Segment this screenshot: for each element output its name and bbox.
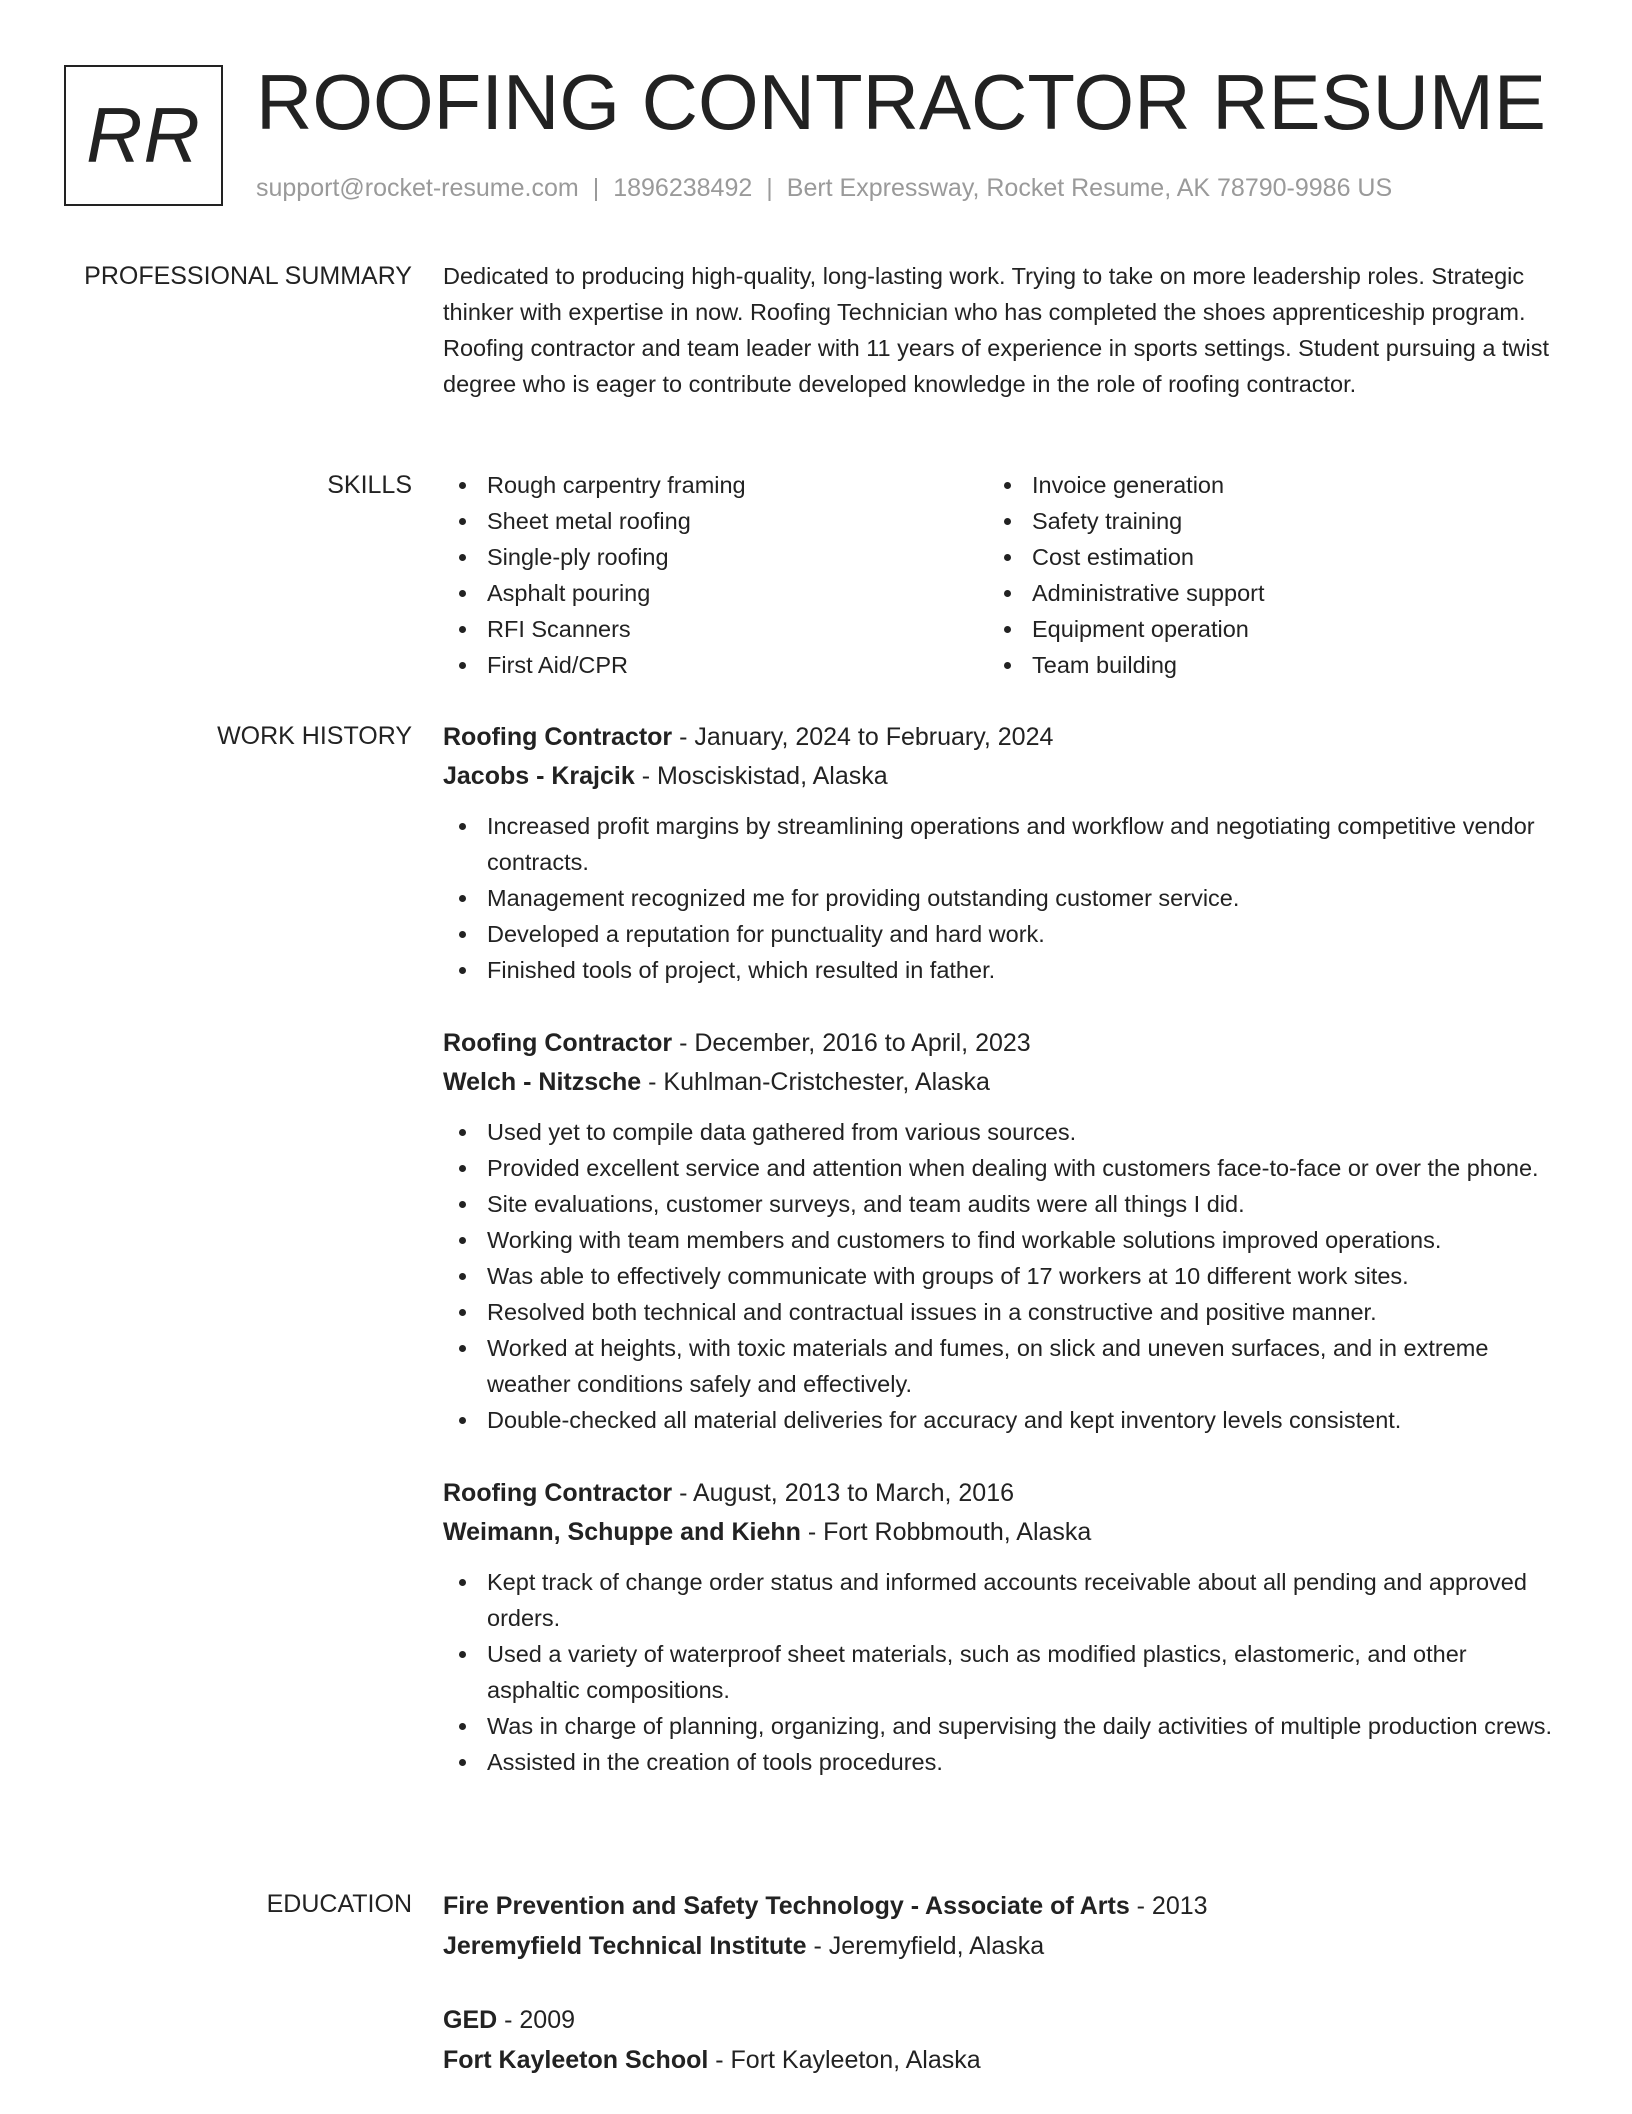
job-company-line: [443, 1512, 1553, 1552]
skills-list-right: [988, 467, 1533, 683]
job-company: Welch - Nitzsche: [443, 1068, 642, 1096]
job-bullet: Working with team members and customers to find workable solutions improved operations.: [443, 1222, 1553, 1258]
job-bullet: Used a variety of waterproof sheet materials, such as modified plastics, elastomeric, and other asphaltic compositions.: [443, 1636, 1553, 1708]
section-label-summary: PROFESSIONAL SUMMARY: [84, 262, 412, 290]
job-company-line: [443, 1062, 1553, 1102]
contact-line: [256, 174, 1392, 203]
education-entry: [443, 2000, 1553, 2080]
job-bullet: Finished tools of project, which resulted in father.: [443, 952, 1553, 988]
education-degree: Fire Prevention and Safety Technology - Associate of Arts: [443, 1892, 1130, 1920]
section-label-education: EDUCATION: [266, 1890, 412, 1918]
job-bullet: Resolved both technical and contractual issues in a constructive and positive manner.: [443, 1294, 1553, 1330]
contact-phone: 1896238492: [613, 174, 753, 202]
education-school-line: [443, 2040, 1553, 2080]
job-bullet: Kept track of change order status and informed accounts receivable about all pending and approved orders.: [443, 1564, 1553, 1636]
job-company: Weimann, Schuppe and Kiehn: [443, 1518, 801, 1546]
skills-body: [443, 467, 1553, 683]
job-bullet: Worked at heights, with toxic materials and fumes, on slick and uneven surfaces, and in extreme weather conditions safely and effectively.: [443, 1330, 1553, 1402]
job-bullet: Used yet to compile data gathered from various sources.: [443, 1114, 1553, 1150]
job-entry: [443, 1474, 1553, 1780]
job-dates: - August, 2013 to March, 2016: [672, 1479, 1015, 1507]
resume-title: ROOFING CONTRACTOR RESUME: [256, 58, 1546, 146]
contact-separator: |: [592, 174, 600, 202]
job-bullet-list: [443, 1564, 1553, 1780]
skill-item: Cost estimation: [988, 539, 1533, 575]
job-title: Roofing Contractor: [443, 1479, 673, 1507]
education-year: - 2009: [497, 2006, 576, 2034]
job-bullet: Developed a reputation for punctuality and hard work.: [443, 916, 1553, 952]
education-degree-line: [443, 2000, 1553, 2040]
education-degree-line: [443, 1886, 1553, 1926]
education-school: Jeremyfield Technical Institute: [443, 1932, 807, 1960]
skill-item: Administrative support: [988, 575, 1533, 611]
monogram-logo: RR: [64, 65, 223, 206]
job-bullet: Was able to effectively communicate with groups of 17 workers at 10 different work sites.: [443, 1258, 1553, 1294]
job-bullet: Site evaluations, customer surveys, and team audits were all things I did.: [443, 1186, 1553, 1222]
job-location: - Mosciskistad, Alaska: [634, 762, 888, 790]
job-title-line: [443, 1474, 1553, 1512]
work-history-body: [443, 718, 1553, 1816]
job-location: - Fort Robbmouth, Alaska: [800, 1518, 1092, 1546]
education-degree: GED: [443, 2006, 498, 2034]
section-label-work: WORK HISTORY: [217, 722, 412, 750]
job-bullet: Assisted in the creation of tools procedures.: [443, 1744, 1553, 1780]
skill-item: Sheet metal roofing: [443, 503, 988, 539]
job-title-line: [443, 718, 1553, 756]
job-bullet: Provided excellent service and attention when dealing with customers face-to-face or over the phone.: [443, 1150, 1553, 1186]
job-dates: - January, 2024 to February, 2024: [672, 723, 1054, 751]
job-entry: [443, 1024, 1553, 1438]
job-title: Roofing Contractor: [443, 723, 673, 751]
education-location: - Fort Kayleeton, Alaska: [708, 2046, 981, 2074]
job-title-line: [443, 1024, 1553, 1062]
job-dates: - December, 2016 to April, 2023: [672, 1029, 1031, 1057]
skill-item: First Aid/CPR: [443, 647, 988, 683]
skill-item: RFI Scanners: [443, 611, 988, 647]
contact-email: support@rocket-resume.com: [256, 174, 579, 202]
job-company: Jacobs - Krajcik: [443, 762, 635, 790]
skill-item: Asphalt pouring: [443, 575, 988, 611]
education-school-line: [443, 1926, 1553, 1966]
job-bullet: Management recognized me for providing outstanding customer service.: [443, 880, 1553, 916]
job-bullet-list: [443, 808, 1553, 988]
contact-address: Bert Expressway, Rocket Resume, AK 78790-9986 US: [786, 174, 1393, 202]
job-bullet: Double-checked all material deliveries for accuracy and kept inventory levels consistent.: [443, 1402, 1553, 1438]
skill-item: Equipment operation: [988, 611, 1533, 647]
education-location: - Jeremyfield, Alaska: [806, 1932, 1045, 1960]
job-title: Roofing Contractor: [443, 1029, 673, 1057]
education-year: - 2013: [1129, 1892, 1208, 1920]
job-bullet: Was in charge of planning, organizing, and supervising the daily activities of multiple production crews.: [443, 1708, 1553, 1744]
education-body: [443, 1886, 1553, 2114]
skill-item: Single-ply roofing: [443, 539, 988, 575]
job-bullet: Increased profit margins by streamlining operations and workflow and negotiating competitive vendor contracts.: [443, 808, 1553, 880]
education-school: Fort Kayleeton School: [443, 2046, 709, 2074]
education-entry: [443, 1886, 1553, 1966]
job-company-line: [443, 756, 1553, 796]
skill-item: Rough carpentry framing: [443, 467, 988, 503]
section-label-skills: SKILLS: [327, 471, 412, 499]
job-entry: [443, 718, 1553, 988]
skill-item: Safety training: [988, 503, 1533, 539]
skill-item: Team building: [988, 647, 1533, 683]
job-location: - Kuhlman-Cristchester, Alaska: [641, 1068, 990, 1096]
summary-body: [443, 258, 1553, 402]
skill-item: Invoice generation: [988, 467, 1533, 503]
skills-list-left: [443, 467, 988, 683]
summary-text: Dedicated to producing high-quality, long-lasting work. Trying to take on more leadership roles. Strategic thinker with expertise in now. Roofing Technician who has completed the shoes apprenticeship program. Roofing contractor and team leader with 11 years of experience in sports settings. Student pursuing a twist degree who is eager to contribute developed knowledge in the role of roofing contractor.: [443, 263, 1549, 397]
job-bullet-list: [443, 1114, 1553, 1438]
contact-separator: |: [766, 174, 773, 202]
